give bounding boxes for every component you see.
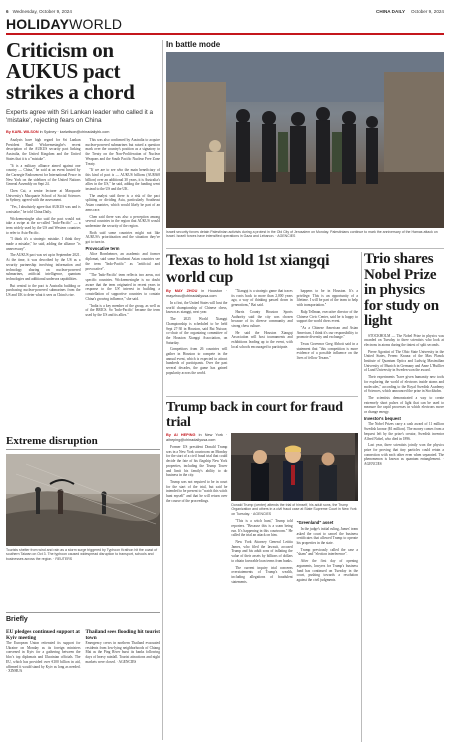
nobel-story xyxy=(364,252,444,469)
lead-body xyxy=(6,138,160,320)
trump-body-col3 xyxy=(297,519,358,586)
texas-body xyxy=(166,289,358,378)
paragraph: "India is a key member of the group, as well as of the BRICS. So 'Indo-Pacific' became the term used by the US and its allies." xyxy=(85,303,160,317)
paragraph: The current inquiry trial concerns overstatements of Trump's wealth, including allegations of fraudulent statements. xyxy=(231,565,293,584)
masthead-brand: CHINA DAILY xyxy=(376,8,406,14)
paragraph: The analyst said there is a risk of the pact splitting or dividing Asia, particularly Southeast Asian countries, which would likely be part of an arms race. xyxy=(85,193,160,212)
brief-item-headline: Thailand sees flooding hit tourist town xyxy=(85,629,160,641)
paragraph: The Nobel Prizes carry a cash award of 11 million Swedish kronor ($1 million). The money comes from a bequest left by the prize's creator, Swedish inventor Alfred Nobel, who died in 1896. xyxy=(364,422,444,441)
paragraph: "Xiangqi is a strategic game that traces its roots back to more than 2,000 years ago, a way of thinking passed down in generations," Bai said. xyxy=(231,289,293,308)
paragraph: Texas Governor Greg Abbott said in a statement that "this competition is more evidence of a possible influence on the lives of fellow Texans." xyxy=(296,342,358,361)
paragraph: Both said some countries might not like AUKUS's prioritization and the situation they've got to turn in. xyxy=(85,230,160,245)
trump-photo-block xyxy=(231,433,358,586)
extreme-headline: Extreme disruption xyxy=(6,435,160,450)
paragraph: New York Attorney General Letitia James, who filed the lawsuit, accused Trump and his adult sons of inflating the value of their assets by billions of dollars to obtain favorable loan terms from banks. xyxy=(231,540,293,563)
paragraph: In a first, the United States will host the world championship of Chinese chess, known as xiangqi, next year. xyxy=(166,301,228,315)
battle-headline: In battle mode xyxy=(166,40,221,49)
masthead-date: Wednesday, October 9, 2024 xyxy=(12,8,72,14)
paragraph: Competitors from 26 countries will gather in Houston to compete in the annual event, which is expected to attract hundreds of participants. Over the past several decades, the game has gained popularity across the world. xyxy=(166,347,228,375)
paragraph: In the judge's initial ruling, James' team asked the court to cancel the business certificates that allowed Trump to operate his properties in the state. xyxy=(296,526,358,546)
paragraph: The 2025 World Xiangqi Championship is scheduled to be held Sept 27-30 in Houston, said Bai Nuixue, co-chair of the organizing committee of the Houston Xiangqi Association, on Saturday. xyxy=(166,317,228,345)
briefly-title: Briefly xyxy=(6,612,160,623)
paragraph: "It is a military alliance aimed against one country — China," he said at an event hosted by the Carnegie Endowment for International Peace in New York on the sidelines of the United Nations General Assembly on Sept 24. xyxy=(6,163,81,187)
section-title xyxy=(6,16,122,32)
paragraph: "I think it's a strategic mistake. I think they made a mistake," he said, adding the alliance "is unnecessary". xyxy=(6,237,81,251)
briefly-columns xyxy=(6,626,160,674)
paragraph: Last year, three scientists jointly won the physics prize for proving that tiny particles could retain a connection with each other even when separated. The phenomenon is known as quantum entanglement. · AGENCIES xyxy=(364,443,444,467)
paragraph: He said the Houston Xiangqi Association will host tournaments and exhibitions leading up to the event, with local schools encouraged to participate. xyxy=(231,330,293,349)
section-rule xyxy=(6,33,444,35)
trump-subhead: "Greenland" asset xyxy=(296,520,334,526)
texas-byline xyxy=(166,289,227,299)
battle-caption: Israeli security forces detain Palestinian activists during a protest in the Old City of Jerusalem on Monday. Palestinians continue to mark the anniversary of the Hamas attack on Israel. Israeli forces have intensified operations in Gaza and Lebanon. · AGENCIES xyxy=(166,230,438,239)
brief-item-headline: EU pledges continued support at Kyiv meeting xyxy=(6,629,80,641)
paragraph: But central to the pact is Australia building or purchasing nuclear-powered submarines from the US and UK to deter what it sees as China's rise. xyxy=(6,283,81,298)
section-title-bold: HOLIDAY xyxy=(6,16,70,32)
paragraph: Alice Bornheimer, an academic and former diplomat, said some Southeast Asian countries see the term "Indo-Pacific" as "artificial and provocative". xyxy=(85,252,160,271)
texas-headline: Texas to hold 1st xiangqi world cup xyxy=(166,252,330,286)
section-title-thin: WORLD xyxy=(69,16,123,32)
jerusalem-photo-illustration xyxy=(166,52,444,228)
column-divider xyxy=(361,252,362,742)
paragraph: Chen Cai, a senior lecturer at Macquarie University's Macquarie School of Social Sciences in Sydney, agreed with the assessment. xyxy=(6,189,81,203)
lead-body-col1 xyxy=(6,138,81,320)
nobel-subhead: Investor's bequest xyxy=(364,415,401,421)
paragraph: STOCKHOLM — The Nobel Prize in physics was awarded on Tuesday to three scientists who look at electrons in atoms during the tiniest of split seconds. xyxy=(364,333,444,347)
page-number: 6 xyxy=(6,8,9,14)
paragraph: Ralp Tellman, executive director of the Chinese Civic Center, said he is happy to support the world chess event. xyxy=(296,309,358,324)
trump-caption: Donald Trump (center) attends the trial of himself, his adult sons, the Trump Organization and others in a civil fraud case at State Supreme Court in New York on Tuesday. · AGENCIES xyxy=(231,503,357,516)
brief-item-thailand xyxy=(86,629,161,674)
paragraph: "The 'Indo-Pacific' term reflects two areas, not specific countries. Wickremesinghe is no doubt aware that the term originated in recent years in response to the US' interest in building a constellation of supportive countries to contain China's growing influence," she said. xyxy=(85,273,160,301)
battle-photo-story xyxy=(166,40,444,239)
jerusalem-photo xyxy=(166,52,444,228)
trump-body-lower xyxy=(231,519,358,586)
trump-body-col1 xyxy=(166,433,227,586)
paragraph: Their experiments "have given humanity new tools for exploring the world of electrons inside atoms and molecules," according to the Royal Swedish Academy of Sciences, which announced the prize in Stockholm. xyxy=(364,375,444,394)
section-divider xyxy=(166,396,358,397)
paragraph: "This is a witch hunt," Trump told reporters. "Because this is a scam being run. It's happening in this courtroom." He called the trial an attack on him. xyxy=(231,519,293,538)
paragraph: This was also confirmed by Australia to acquire nuclear-powered submarines but raised a question mark over the country's position as a signatory to the Treaty on the Non-Proliferation of Nuclear Weapons and the South Pacific Nuclear Free Zone Treaty. xyxy=(85,138,160,166)
masthead xyxy=(6,6,444,16)
paragraph: The scientists demonstrated a way to create extremely short pulses of light that can be used to measure the rapid processes in which electrons move or change energy. xyxy=(364,395,444,415)
masthead-brand-date: October 9, 2024 xyxy=(411,8,444,14)
paragraph: happens to be in Houston. It's a privilege. This is an opportunity of a lifetime. I will be part of the team to help with transportation." xyxy=(296,289,358,308)
texas-body-col1 xyxy=(166,289,227,378)
texas-body-col3 xyxy=(297,289,358,378)
paragraph: Trump was not required to be in court for the start of the trial, but said he intended to be present to "watch this witch hunt myself" and that he will return over the course of the proceedings. xyxy=(166,479,228,503)
paragraph: Trump previously called the case a "sham" and "election interference". xyxy=(296,547,358,557)
lead-headline: Criticism on AUKUS pact strikes a chord xyxy=(6,38,135,104)
section-divider xyxy=(166,248,444,249)
brief-item-text: The European Union reiterated its support for Ukraine on Monday as its foreign ministers convened in Kyiv for a gathering between the bloc's top diplomats and Ukrainian officials. The EU, which has provided over €100 billion in aid, affirmed it would stand by Kyiv as long as needed. · XINHUA xyxy=(6,641,81,674)
lead-deck: Experts agree with Sri Lankan leader who called it a 'mistake', rejecting fears on China xyxy=(6,109,154,124)
nobel-body xyxy=(364,334,444,467)
paragraph: Wickremesinghe also said the pact would not take a swipe at the so-called "Indo-Pacific" — a term widely used by the US and Western countries to refer to Asia-Pacific. xyxy=(6,216,81,235)
trump-headline: Trump back in court for fraud trial xyxy=(166,400,343,430)
texas-body-col2 xyxy=(231,289,292,378)
brief-item-text: Emergency crews in northern Thailand evacuated residents from low-lying neighborhoods of Chiang Mai as the Ping River burst its banks following days of heavy rainfall. Tourist attractions and night markets were closed. · AGENCIES xyxy=(85,641,160,664)
paragraph: Chen said there was also a perception among several countries in the region that AUKUS would undermine the security of the region. xyxy=(85,214,160,228)
paragraph: "As a Chinese American and Asian American, I think it's our responsibility to promote diversity and exchange." xyxy=(296,325,358,340)
brief-item-eu xyxy=(6,629,81,674)
lead-body-col2 xyxy=(86,138,161,320)
trump-body xyxy=(166,433,358,586)
lead-byline-name: By KARL WILSON xyxy=(6,130,39,134)
texas-byline-name: By MAY ZHOU xyxy=(166,289,198,293)
paragraph: Former US president Donald Trump was in a New York courtroom on Monday for the start of a civil fraud trial that could decide the fate of his flagship New York properties, including the Trump Tower and limit his family's ability to do business in the city. xyxy=(166,445,228,478)
lead-subhead: Provocative term xyxy=(85,245,120,251)
paragraph: Pierre Agostini of The Ohio State University in the United States, Ferenc Krausz of the Max Planck Institute of Quantum Optics and Ludwig Maximilian University of Munich in Germany and Anne L'Huillier of Lund University in Sweden won the award. xyxy=(364,349,444,373)
extreme-caption: Tourists shelter from wind and rain as a storm surge triggered by Typhoon Krathon hit the coast of southern Taiwan on Oct 3. The typhoon caused widespread disruption to transport, schools and businesses across the region. · REUTERS xyxy=(6,548,158,561)
trump-byline xyxy=(166,433,227,443)
texas-story xyxy=(166,252,358,378)
paragraph: The AUKUS pact was set up in September 2021. At the time, it was described by the US as a security partnership involving information and technology sharing on nuclear-powered submarines, artificial intelligence, quantum technologies and additional undersea capabilities. xyxy=(6,253,81,281)
trump-court-photo xyxy=(231,433,358,501)
paragraph: "Yes, I absolutely agree that AUKUS was and is a mistake," he told China Daily. xyxy=(6,205,81,214)
briefly-section xyxy=(6,612,160,674)
extreme-disruption-story xyxy=(6,435,160,561)
texas-byline-rest: in Houston · mayzhou@chinadailyusa.com xyxy=(166,289,228,298)
nobel-headline: Trio shares Nobel Prize in physics for study on light xyxy=(364,251,439,329)
lead-story xyxy=(6,40,160,320)
lead-byline xyxy=(6,130,160,135)
storm-photo xyxy=(6,454,160,546)
trump-body-col2 xyxy=(231,519,292,586)
trump-byline-rest: in New York · aiheping@chinadailyusa.com xyxy=(166,433,228,442)
lead-byline-rest: in Sydney · karlwilson@chinadailyhk.com xyxy=(39,130,110,134)
column-divider xyxy=(162,40,163,740)
paragraph: "If we are to see who the main beneficiary of this kind of pact is — AUKUS billions (AU$368 billion) over an additional 30 years, it is Australia's allies in the US," he said, adding the funding went instead to the US and the UK. xyxy=(85,168,160,192)
trump-story xyxy=(166,400,358,586)
trump-court-photo-illustration xyxy=(231,433,355,501)
trump-byline-name: By AI HEPING xyxy=(166,433,196,437)
storm-photo-illustration xyxy=(6,454,160,546)
paragraph: Analysts have high regard for Sri Lankan President Ranil Wickremesinghe's recent description of the AUKUS security pact linking Australia, the United Kingdom and the United States that it is a "mistake". xyxy=(6,138,81,161)
paragraph: Harris County Houston Sports Authority said the city was chosen because of its diverse community and strong chess culture. xyxy=(231,309,293,328)
paragraph: After the first day of opening arguments, lawyers for Trump's business fund has continued on Tuesday in the court, pushing towards a resolution against the civil judgments. xyxy=(296,559,358,582)
